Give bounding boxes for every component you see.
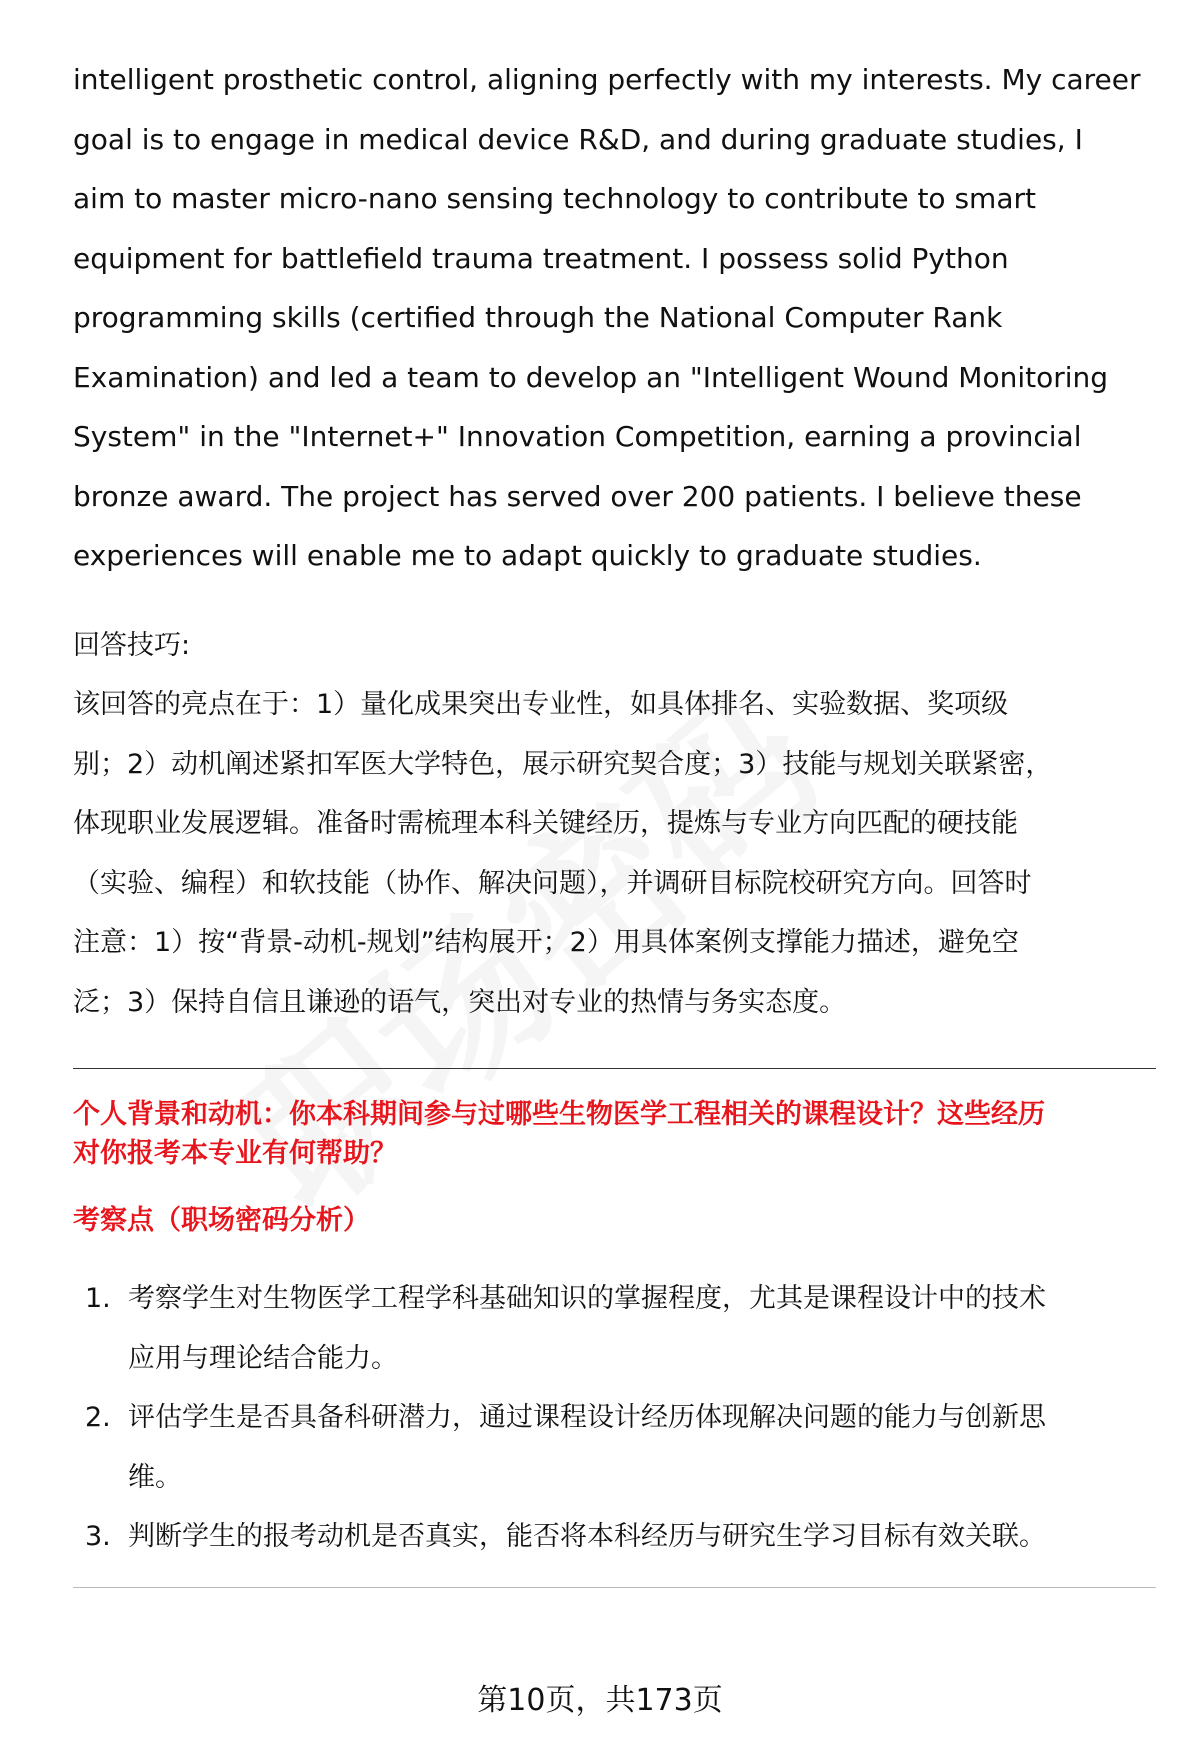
- list-item: [73, 1388, 1158, 1507]
- answer-line: bronze award. The project has served over 200 patients. I believe these: [73, 479, 1082, 513]
- answer-line: System" in the "Internet+" Innovation Competition, earning a provincial: [73, 420, 1082, 453]
- answer-line: equipment for battlefield trauma treatment. I possess solid Python: [73, 241, 1009, 275]
- document-page: [73, 50, 1158, 1588]
- list-text: 判断学生的报考动机是否真实，能否将本科经历与研究生学习目标有效关联。: [128, 1521, 1046, 1552]
- answer-paragraph: [73, 50, 1158, 586]
- answer-line: Examination) and led a team to develop an "Intelligent Wound Monitoring: [73, 360, 1109, 394]
- list-text: 评估学生是否具备科研潜力，通过课程设计经历体现解决问题的能力与创新思: [128, 1402, 1046, 1433]
- answer-line: aim to master micro-nano sensing technology to contribute to smart: [73, 182, 1036, 215]
- question-heading: [73, 1095, 1158, 1173]
- list-text: 维。: [128, 1461, 182, 1493]
- answer-line: experiences will enable me to adapt quickly to graduate studies.: [73, 539, 982, 572]
- list-text: 考察学生对生物医学工程学科基础知识的掌握程度，尤其是课程设计中的技术: [128, 1283, 1046, 1314]
- tips-paragraph: [73, 675, 1158, 1032]
- answer-line: goal is to engage in medical device R&D, and during graduate studies, I: [73, 122, 1083, 156]
- list-item: [73, 1269, 1158, 1388]
- key-points-list: [73, 1269, 1158, 1567]
- list-text: 应用与理论结合能力。: [128, 1342, 398, 1374]
- list-number: 3.: [85, 1521, 111, 1552]
- tips-line: （实验、编程）和软技能（协作、解决问题），并调研目标院校研究方向。回答时: [73, 867, 1032, 899]
- key-points-heading: 考察点（职场密码分析）: [73, 1205, 370, 1236]
- list-number: 1.: [85, 1283, 111, 1314]
- tips-line: 别；2）动机阐述紧扣军医大学特色，展示研究契合度；3）技能与规划关联紧密，: [73, 748, 1053, 780]
- question-line: 个人背景和动机：你本科期间参与过哪些生物医学工程相关的课程设计？这些经历: [73, 1099, 1045, 1130]
- tips-label: 回答技巧:: [73, 629, 191, 661]
- tips-line: 注意：1）按“背景-动机-规划”结构展开；2）用具体案例支撑能力描述，避免空: [73, 927, 1019, 958]
- tips-line: 该回答的亮点在于：1）量化成果突出专业性，如具体排名、实验数据、奖项级: [73, 689, 1009, 720]
- list-number: 2.: [85, 1402, 111, 1433]
- list-item: [73, 1507, 1158, 1567]
- footer-divider: [73, 1587, 1156, 1588]
- tips-line: 泛；3）保持自信且谦逊的语气，突出对专业的热情与务实态度。: [73, 986, 847, 1018]
- tips-line: 体现职业发展逻辑。准备时需梳理本科关键经历，提炼与专业方向匹配的硬技能: [73, 808, 1018, 839]
- answer-line: programming skills (certified through the National Computer Rank: [73, 301, 1003, 334]
- answer-line: intelligent prosthetic control, aligning perfectly with my interests. My career: [73, 63, 1141, 96]
- question-line: 对你报考本专业有何帮助？: [73, 1138, 397, 1169]
- section-divider: [73, 1068, 1156, 1069]
- page-number: 第10页，共173页: [477, 1683, 723, 1718]
